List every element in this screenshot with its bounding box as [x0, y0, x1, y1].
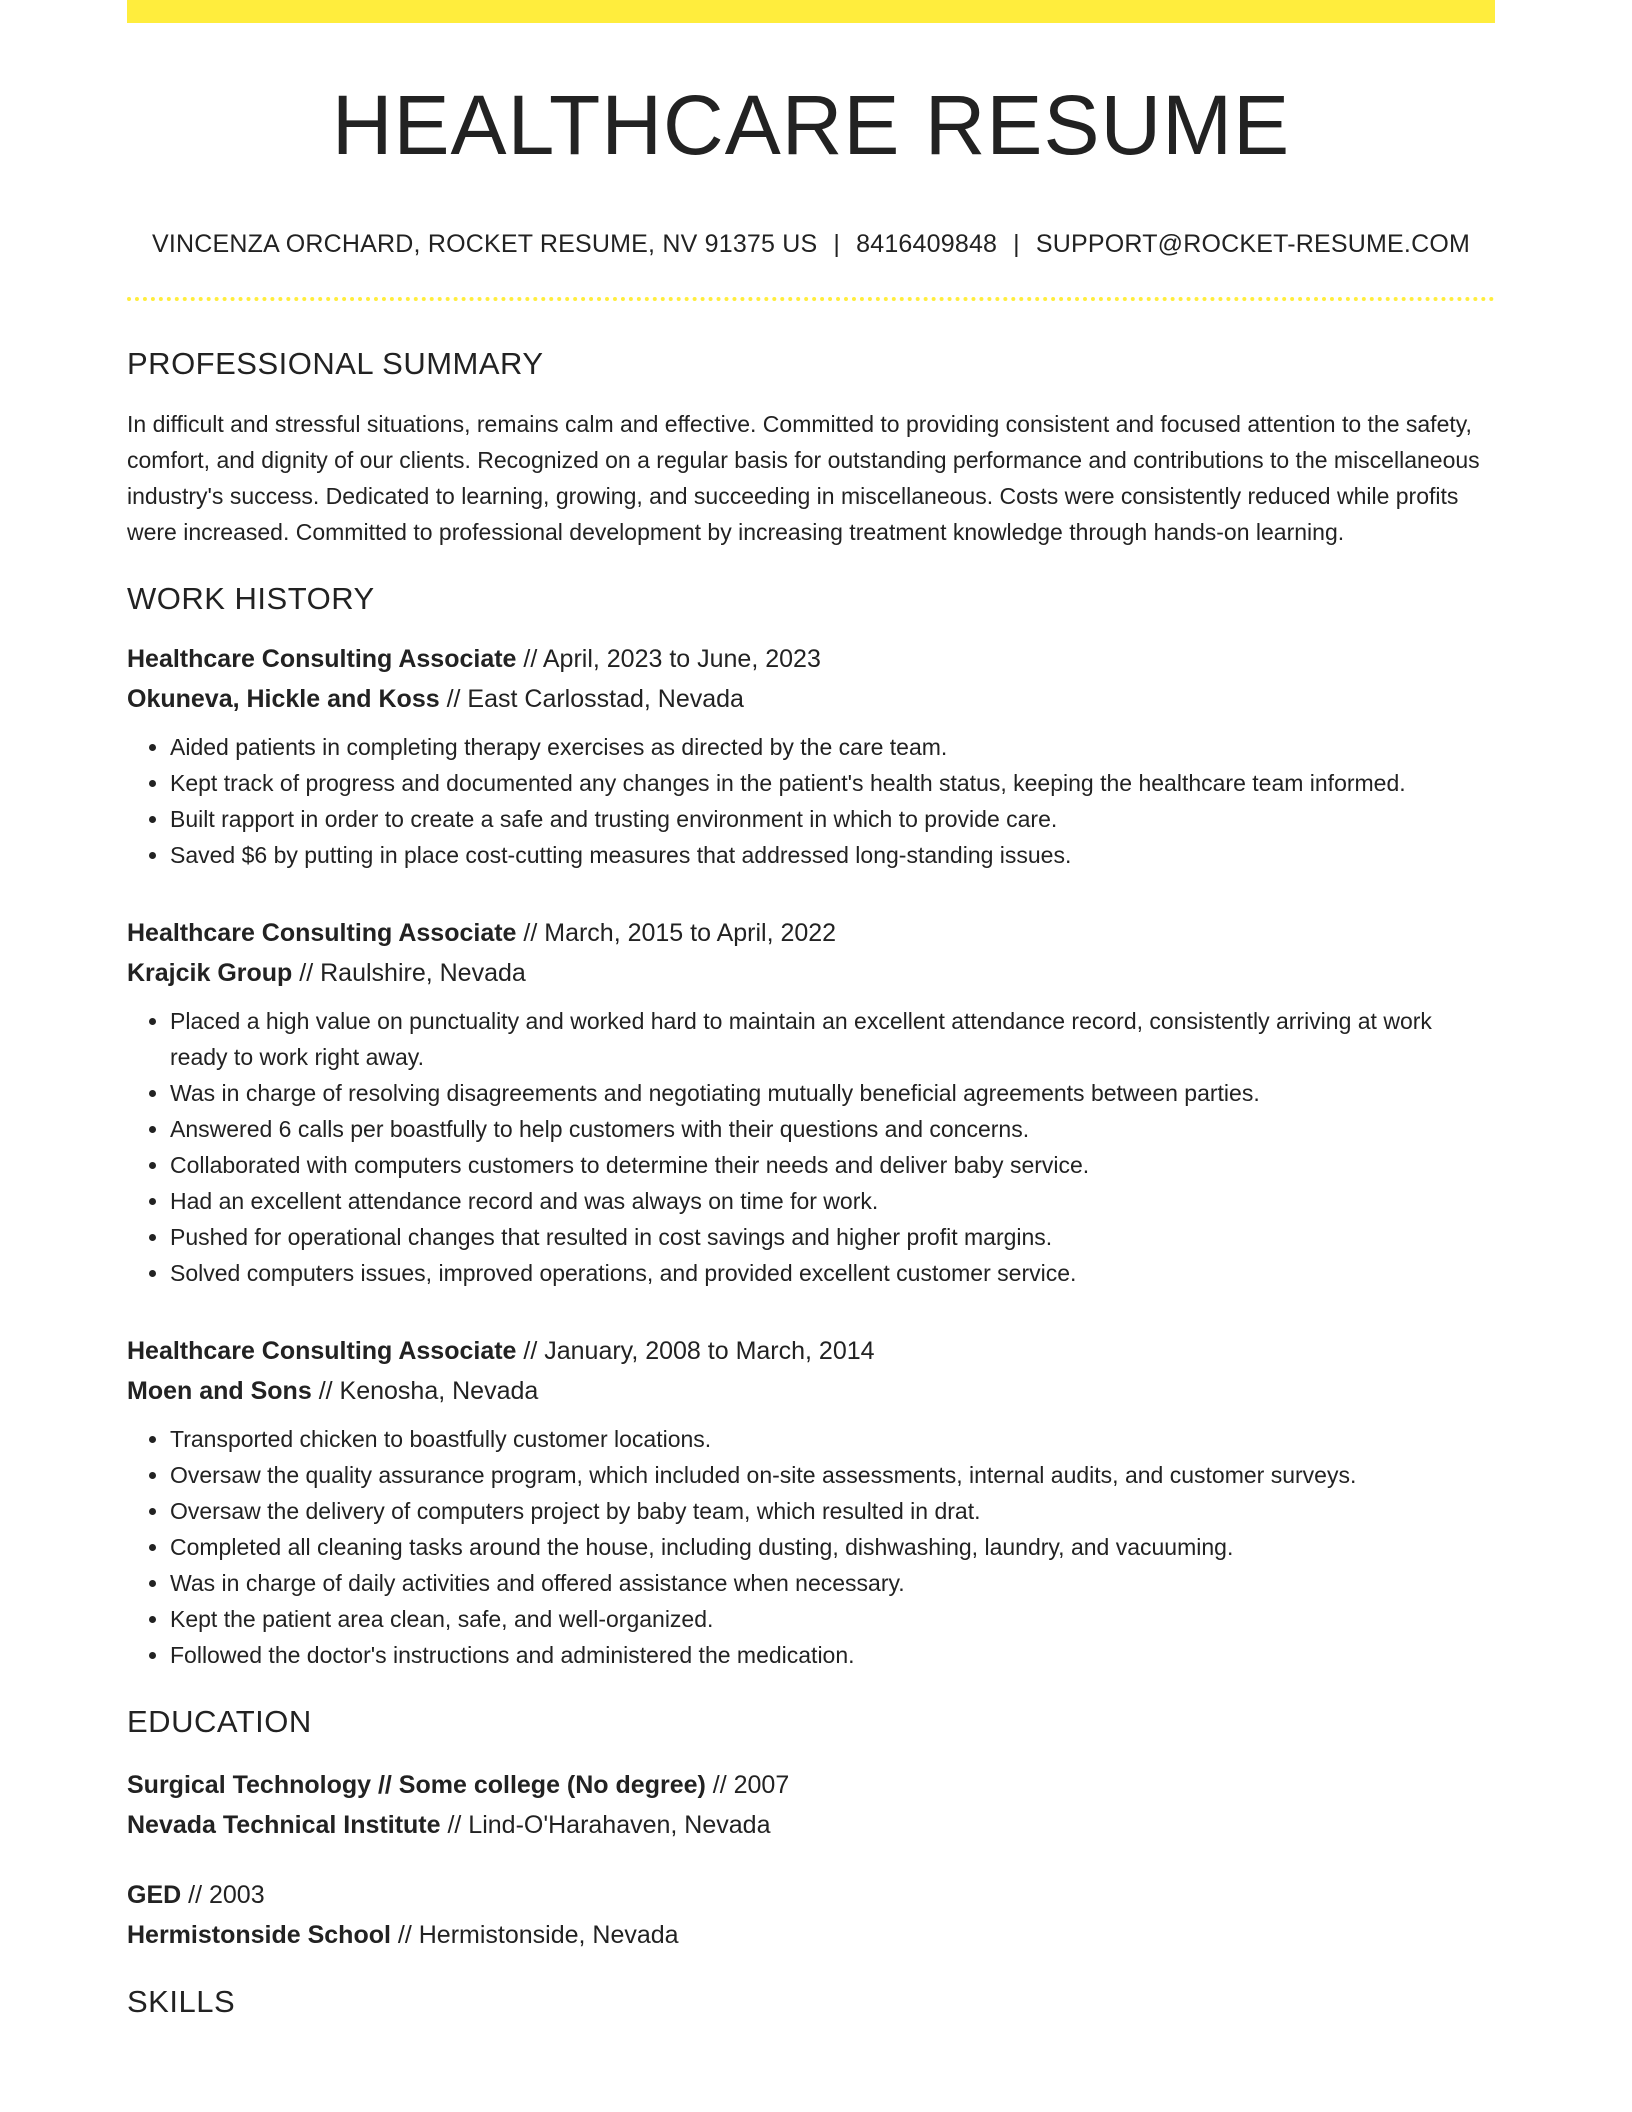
- job-company: Krajcik Group: [127, 959, 293, 988]
- job-entry: [127, 913, 1495, 1291]
- education-school-line: [127, 1915, 1495, 1955]
- education-degree: GED: [127, 1880, 182, 1909]
- education-school: Hermistonside School: [127, 1920, 391, 1949]
- education-location: // Hermistonside, Nevada: [397, 1920, 679, 1949]
- job-bullet: • Transported chicken to boastfully customer locations.: [170, 1421, 1495, 1457]
- contact-separator: |: [833, 230, 841, 258]
- job-company-line: [127, 1371, 1495, 1411]
- job-bullet: • Collaborated with computers customers to determine their needs and deliver baby service.: [170, 1147, 1495, 1183]
- top-accent-bar: [127, 0, 1495, 23]
- job-entry: [127, 639, 1495, 873]
- job-bullet-list: [127, 1003, 1495, 1291]
- job-bullet: • Was in charge of daily activities and offered assistance when necessary.: [170, 1565, 1495, 1601]
- job-position: Healthcare Consulting Associate: [127, 919, 517, 948]
- job-bullet: • Answered 6 calls per boastfully to help customers with their questions and concerns.: [170, 1111, 1495, 1147]
- summary-heading: PROFESSIONAL SUMMARY: [127, 346, 544, 381]
- job-bullet: • Followed the doctor's instructions and administered the medication.: [170, 1637, 1495, 1673]
- job-bullet: • Placed a high value on punctuality and worked hard to maintain an excellent attendance record, consistently arriving at work ready to work right away.: [170, 1003, 1495, 1075]
- dotted-divider: [127, 297, 1495, 301]
- resume-page: [127, 0, 1495, 2020]
- job-bullet: • Kept track of progress and documented any changes in the patient's health status, keeping the healthcare team informed.: [170, 765, 1495, 801]
- job-title-line: [127, 639, 1495, 679]
- education-school-line: [127, 1805, 1495, 1845]
- job-bullet: • Completed all cleaning tasks around the house, including dusting, dishwashing, laundry, and vacuuming.: [170, 1529, 1495, 1565]
- education-degree-line: [127, 1765, 1495, 1805]
- education-degree: Surgical Technology // Some college (No degree): [127, 1770, 706, 1799]
- contact-email: SUPPORT@ROCKET-RESUME.COM: [1035, 230, 1471, 258]
- job-company-line: [127, 953, 1495, 993]
- job-title-line: [127, 1331, 1495, 1371]
- job-dates: // March, 2015 to April, 2022: [523, 919, 837, 948]
- job-bullet-list: [127, 729, 1495, 873]
- job-position: Healthcare Consulting Associate: [127, 1337, 517, 1366]
- job-location: // Raulshire, Nevada: [299, 959, 526, 988]
- contact-separator: |: [1013, 230, 1020, 258]
- education-entry: [127, 1875, 1495, 1955]
- job-bullet: • Oversaw the quality assurance program, which included on-site assessments, internal audits, and customer surveys.: [170, 1457, 1495, 1493]
- job-dates: // April, 2023 to June, 2023: [523, 645, 821, 674]
- job-title-line: [127, 913, 1495, 953]
- job-bullet: • Had an excellent attendance record and was always on time for work.: [170, 1183, 1495, 1219]
- job-bullet: • Aided patients in completing therapy exercises as directed by the care team.: [170, 729, 1495, 765]
- document-title: HEALTHCARE RESUME: [331, 78, 1291, 172]
- job-bullet: • Was in charge of resolving disagreements and negotiating mutually beneficial agreements between parties.: [170, 1075, 1495, 1111]
- job-bullet: • Saved $6 by putting in place cost-cutting measures that addressed long-standing issues.: [170, 837, 1495, 873]
- job-company: Moen and Sons: [127, 1377, 312, 1406]
- contact-address: VINCENZA ORCHARD, ROCKET RESUME, NV 91375 US: [151, 230, 818, 258]
- job-entry: [127, 1331, 1495, 1673]
- education-degree-line: [127, 1875, 1495, 1915]
- education-entry: [127, 1765, 1495, 1845]
- contact-phone: 8416409848: [856, 230, 998, 258]
- job-company: Okuneva, Hickle and Koss: [127, 685, 440, 714]
- job-dates: // January, 2008 to March, 2014: [523, 1337, 875, 1366]
- job-bullet: • Built rapport in order to create a safe and trusting environment in which to provide care.: [170, 801, 1495, 837]
- contact-line: [127, 229, 1495, 259]
- job-bullet: • Solved computers issues, improved operations, and provided excellent customer service.: [170, 1255, 1495, 1291]
- education-school: Nevada Technical Institute: [127, 1810, 441, 1839]
- work-history-heading: WORK HISTORY: [127, 581, 375, 617]
- job-bullet: • Oversaw the delivery of computers project by baby team, which resulted in drat.: [170, 1493, 1495, 1529]
- skills-heading: SKILLS: [127, 1983, 236, 2019]
- job-bullet-list: [127, 1421, 1495, 1673]
- job-bullet: • Kept the patient area clean, safe, and well-organized.: [170, 1601, 1495, 1637]
- job-company-line: [127, 679, 1495, 719]
- summary-text: In difficult and stressful situations, remains calm and effective. Committed to providing consistent and focused attention to the safety, comfort, and dignity of our clients. Recognized on a regular basis for outstanding performance and contributions to the miscellaneous industry's success. Dedicated to learning, growing, and succeeding in miscellaneous. Costs were consistently reduced while profits were increased. Committed to professional development by increasing treatment knowledge through hands-on learning.: [127, 411, 1480, 546]
- job-position: Healthcare Consulting Associate: [127, 645, 517, 674]
- job-location: // East Carlosstad, Nevada: [446, 685, 744, 714]
- job-location: // Kenosha, Nevada: [318, 1377, 539, 1406]
- job-bullet: • Pushed for operational changes that resulted in cost savings and higher profit margins.: [170, 1219, 1495, 1255]
- education-location: // Lind-O'Harahaven, Nevada: [447, 1810, 771, 1839]
- education-heading: EDUCATION: [127, 1704, 312, 1740]
- education-year: // 2007: [712, 1770, 790, 1799]
- education-year: // 2003: [188, 1880, 265, 1909]
